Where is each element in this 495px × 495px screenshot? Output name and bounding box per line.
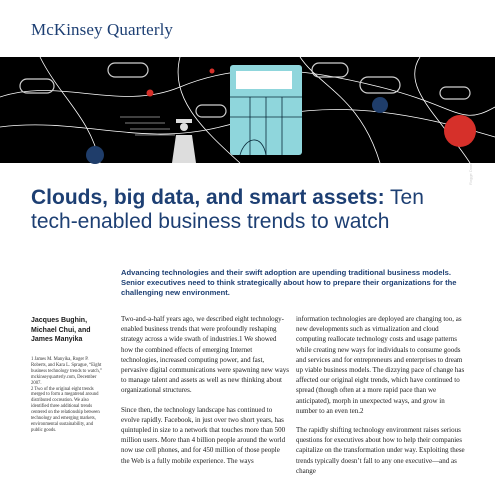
body-column-1	[121, 314, 290, 475]
blue-node-small	[86, 146, 104, 164]
red-node-large	[444, 115, 476, 147]
paragraph: information technologies are deployed are changing too, as new developments such as virtualization and cloud computing reallocate technology costs and usage patterns while creating new ways for individuals to consume goods and services and for entrepreneurs and enterprises to dream up viable business models. The dizzying pace of change has affected our original eight trends, which have continued to spread (though often at a more rapid pace than we anticipated), morph in unexpected ways, and grow in number to an even ten.2	[296, 315, 465, 415]
article-deck: Advancing technologies and their swift adoption are upending traditional business models. Senior executives need to think strategically about how to prepare their organizations for the challenging new environment.	[121, 268, 457, 297]
body-column-2	[296, 314, 465, 485]
title-light: Ten tech-enabled business trends to watch	[31, 186, 424, 233]
author-2: Michael Chui, and	[31, 326, 91, 334]
author-1: Jacques Bughin,	[31, 317, 88, 324]
author-byline	[31, 316, 111, 345]
masthead-logo: McKinsey Quarterly	[31, 20, 174, 39]
author-3: James Manyika	[31, 336, 83, 343]
paragraph: The rapidly shifting technology environment raises serious questions for executives about how to help their companies capitalize on the transformation under way. Exploiting these trends typically doesn’t fall to any one executive—and as change	[296, 426, 465, 475]
paragraph: Since then, the technology landscape has continued to evolve rapidly. Facebook, in just over two short years, has quintupled in size to a network that touches more than 500 million users. More than 4 billion people around the world now use cell phones, and for 450 million of those people the Web is a fully mobile experience. The ways	[121, 405, 286, 465]
photo-credit: Rogge Dow	[468, 164, 473, 185]
article-title	[31, 186, 471, 234]
title-bold: Clouds, big data, and smart assets:	[31, 186, 385, 209]
footnote-1: 1 James M. Manyika, Roger P. Roberts, and Kara L. Sprague, “Eight business technology trends to watch,” mckinseyquarterly.com, December 2007.	[31, 357, 102, 386]
hero-illustration	[0, 57, 495, 185]
person-figure	[172, 119, 196, 163]
footnotes	[31, 357, 103, 434]
red-node-tiny	[210, 69, 215, 74]
network-illustration	[0, 57, 495, 163]
building-illustration	[230, 65, 302, 155]
footnote-2: 2 Two of the original eight trends merged to form a megatrend around distributed cocreation. We also identified three additional trends centered on the relationship between technology and emerging markets, environmental sustainability, and public goods.	[31, 386, 100, 433]
paragraph: Two-and-a-half years ago, we described eight technology-enabled business trends that were profoundly reshaping strategy across a wide swath of industries.1 We showed how the combined effects of emerging Internet technologies, increased computing power, and fast, pervasive digital communications were spawning new ways to manage talent and assets as well as new thinking about organizational structures.	[121, 315, 289, 395]
blue-node	[372, 97, 388, 113]
red-node-small	[147, 90, 154, 97]
